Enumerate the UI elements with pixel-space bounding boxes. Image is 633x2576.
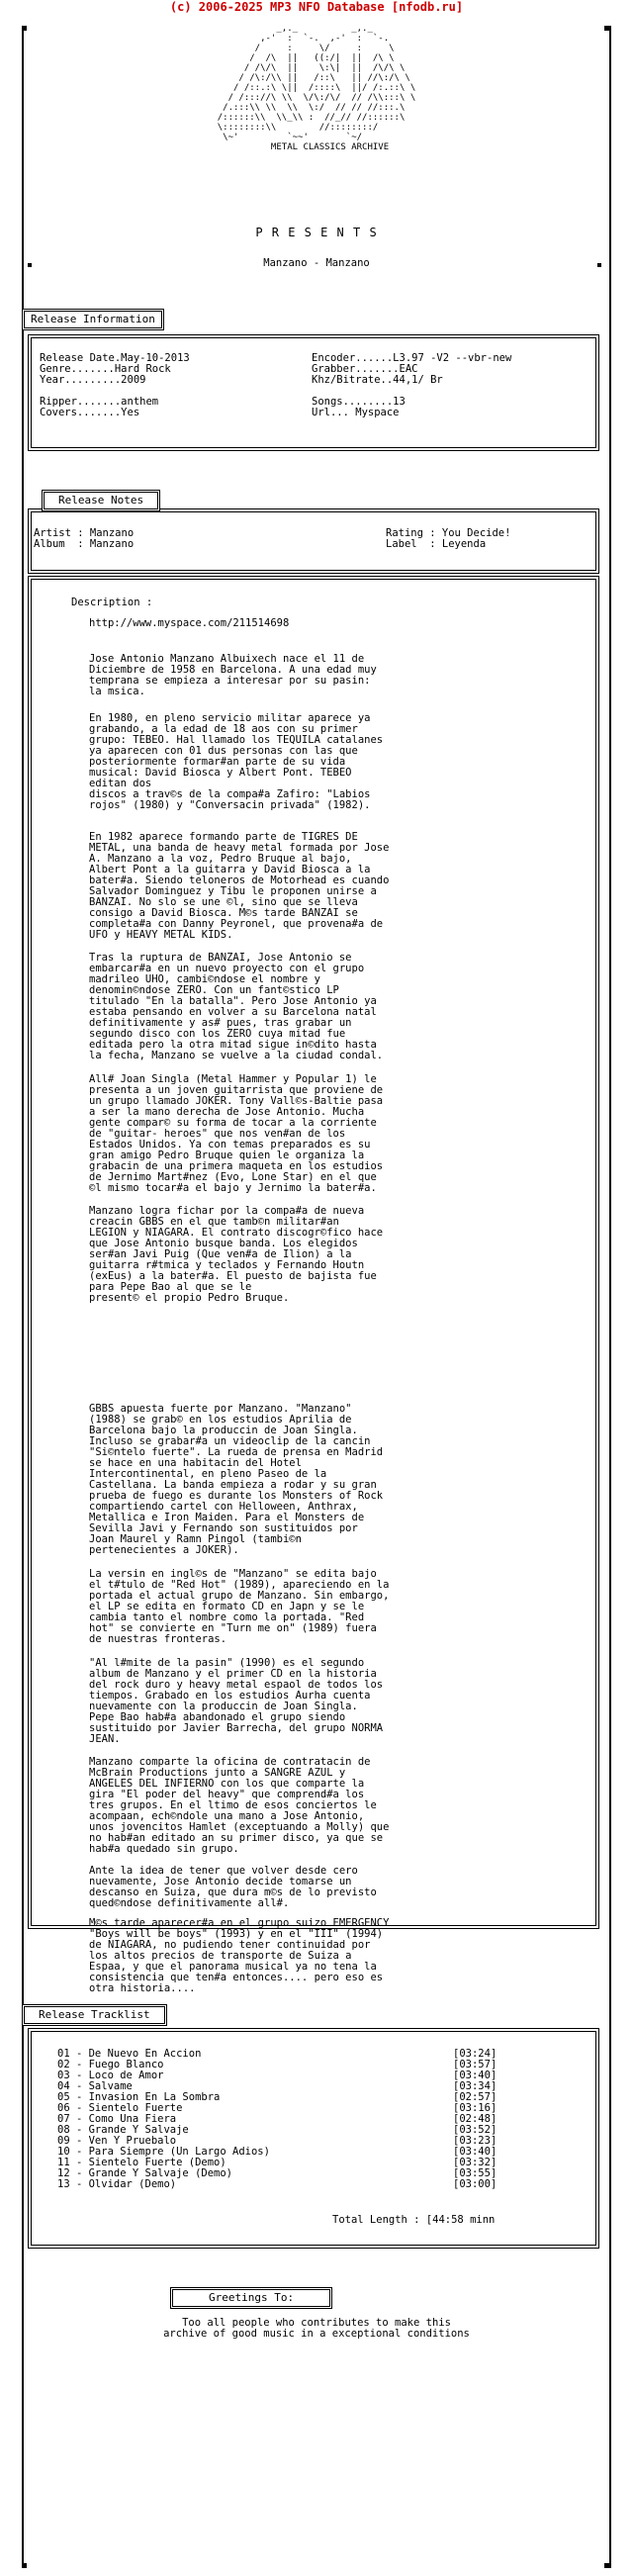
- para-11: Ante la idea de tener que volver desde cero nuevamente, Jose Antonio decide tomarse un descanso en Suiza, que dura m©s de lo previsto qued©ndose definitivamente all#.: [89, 1865, 377, 1909]
- track-title: 06 - Sientelo Fuerte: [57, 2102, 183, 2114]
- para-1: Jose Antonio Manzano Albuixech nace el 11 de Diciembre de 1958 en Barcelona. A una edad muy temprana se empieza a interesar por su pasin: la msica.: [89, 653, 377, 697]
- track-time: [03:55]: [453, 2167, 497, 2179]
- track-time: [03:32]: [453, 2157, 497, 2168]
- artist: Artist : Manzano: [34, 527, 135, 539]
- para-2: En 1980, en pleno servicio militar aparece ya grabando, a la edad de 18 aos con su primer grupo: TEBEO. Hal llamado los TEQUILA catalanes ya aparecen con 01 dus personas con las que posteriormente formar#an parte de su vida musical: David Biosca y Albert Pont. TEBEO editan dos discos a trav©s de la compa#a Zafiro: "Labios rojos" (1980) y "Conversacin privada" (1982).: [89, 712, 384, 811]
- ascii-logo: [0, 24, 633, 153]
- track-title: 09 - Ven Y Pruebalo: [57, 2135, 177, 2147]
- track-title: 12 - Grande Y Salvaje (Demo): [57, 2167, 233, 2179]
- genre: Genre.......Hard Rock: [40, 363, 171, 375]
- para-5: All# Joan Singla (Metal Hammer y Popular 1) le presenta a un joven guitarrista que proviene de un grupo llamado JOKER. Tony Vall©s-Baltie pasa a ser la mano derecha de Jose Antonio. Mucha gente compar© su forma de tocar a la corriente de "guitar- heroes" que nos ven#an de los Estados Unidos. Ya con temas preparados es su gran amigo Pedro Bruque quien le organiza la grabacin de una primera maqueta en los estudios de Jernimo Mart#nez (Evo, Lone Star) en el que ©l mismo tocar#a el bajo y Jernimo la bater#a.: [89, 1073, 384, 1194]
- track-time: [03:52]: [453, 2124, 497, 2136]
- description-url: http://www.myspace.com/211514698: [89, 617, 290, 629]
- tracklist-tab: Release Tracklist: [22, 2004, 167, 2026]
- release-notes-tab: Release Notes: [42, 490, 160, 511]
- greetings-tab: Greetings To:: [170, 2287, 332, 2309]
- encoder: Encoder......L3.97 -V2 --vbr-new: [312, 352, 512, 364]
- presents-text: P R E S E N T S: [255, 226, 378, 239]
- track-title: 07 - Como Una Fiera: [57, 2113, 177, 2125]
- year: Year.........2009: [40, 374, 146, 386]
- label: Label : Leyenda: [386, 538, 487, 550]
- para-10: Manzano comparte la oficina de contratacin de McBrain Productions junto a SANGRE AZUL y ANGELES DEL INFIERNO con los que comparte la gira "El poder del heavy" que comprend#a los tres grupos. En el ltimo de esos conciertos le acompaan, ech©ndole una mano a Jose Antonio, unos jovencitos Hamlet (exceptuando a Molly) que no hab#an editado an su primer disco, ya que se hab#a quedado sin grupo.: [89, 1756, 390, 1855]
- album: Album : Manzano: [34, 538, 135, 550]
- track-time: [03:23]: [453, 2135, 497, 2147]
- release-title: Manzano - Manzano: [263, 257, 370, 269]
- rating: Rating : You Decide!: [386, 527, 511, 539]
- grabber: Grabber.......EAC: [312, 363, 418, 375]
- khz-bitrate: Khz/Bitrate..44,1/ Br: [312, 374, 443, 386]
- track-time: [03:40]: [453, 2146, 497, 2158]
- track-title: 10 - Para Siempre (Un Largo Adios): [57, 2146, 270, 2158]
- copyright-banner: (c) 2006-2025 MP3 NFO Database [nfodb.ru]: [169, 0, 464, 14]
- total-length: Total Length : [44:58 minn: [332, 2214, 496, 2226]
- logo-art: _,._ _,._ ,-' : `-. ,-' : `-. / : \/ : \ / /\ || ((:/| || /\ \ / /\/\ || \:\| || /\/\ \ / /\:/\\ || /::\ || //\:/\ \ / /::.:\ \|| /::::\ ||/ /:.::\ \ / /::://\ \\ \/\:/\/ // /\\:::\ \ /.:::\\ \\ \\ \:/ // // //:::.\ /::::::\\ \\_\\ : //_// //::::::\ \::::::::\\ //::::::::/ \~' `~~' `~/ METAL CLASSICS ARCHIVE: [217, 24, 416, 152]
- para-7: GBBS apuesta fuerte por Manzano. "Manzano" (1988) se grab© en los estudios Aprilia de Barcelona bajo la produccin de Joan Singla. Incluso se grabar#a un videoclip de la cancin "Si©ntelo fuerte". La rueda de prensa en Madrid se hace en una habitacin del Hotel Intercontinental, en pleno Paseo de la Castellana. La banda empieza a rodar y su gran prueba de fuego es durante los Monsters of Rock compartiendo cartel con Helloween, Anthrax, Metallica e Iron Maiden. Para el Monsters de Sevilla Javi y Fernando son sustituidos por Joan Maurel y Ramn Pingol (tambi©n pertenecientes a JOKER).: [89, 1403, 384, 1556]
- track-time: [03:00]: [453, 2178, 497, 2190]
- para-6: Manzano logra fichar por la compa#a de nueva creacin GBBS en el que tamb©n militar#an LEGION y NIAGARA. El contrato discogr©fico hace que Jose Antonio busque banda. Los elegidos ser#an Javi Puig (Que ven#a de Ilion) a la guitarra r#tmica y teclados y Fernando Houtn (exEus) a la bater#a. El puesto de bajista fue para Pepe Bao al que se le present© el propio Pedro Bruque.: [89, 1205, 384, 1304]
- release-date: Release Date.May-10-2013: [40, 352, 190, 364]
- para-12: M©s tarde aparecer#a en el grupo suizo EMERGENCY "Boys will be boys" (1993) y en el "III" (1994) de NIAGARA, no pudiendo tener continuidad por los altos precios de transporte de Suiza a Espaa, y que el panorama musical ya no tena la consistencia que ten#a entonces.... pero eso es otra historia....: [89, 1917, 390, 1994]
- track-title: 08 - Grande Y Salvaje: [57, 2124, 189, 2136]
- para-3: En 1982 aparece formando parte de TIGRES DE METAL, una banda de heavy metal formada por Jose A. Manzano a la voz, Pedro Bruque al bajo, Albert Pont a la guitarra y David Biosca a la bater#a. Siendo teloneros de Motorhead es cuando Salvador Dominguez y Tibu le proponen unirse a BANZAI. No slo se une ©l, sino que se lleva consigo a David Biosca. M©s tarde BANZAI se completa#a con Danny Peyronel, que provena#a de UFO y HEAVY METAL KIDS.: [89, 831, 390, 941]
- para-4: Tras la ruptura de BANZAI, Jose Antonio se embarcar#a en un nuevo proyecto con el grupo madrileo UHO, cambi©ndose el nombre y denomin©ndose ZERO. Con un fant©stico LP titulado "En la batalla". Pero Jose Antonio ya estaba pensando en volver a su Barcelona natal definitivamente y as# pues, tras grabar un segundo disco con los ZERO cuya mitad fue editada pero la otra mitad sigue in©dito hasta la fecha, Manzano se vuelve a la ciudad condal.: [89, 952, 384, 1061]
- track-time: [02:48]: [453, 2113, 497, 2125]
- tracklist: [57, 2049, 532, 2190]
- track-time: [03:34]: [453, 2080, 497, 2092]
- para-9: "Al l#mite de la pasin" (1990) es el segundo album de Manzano y el primer CD en la historia del rock duro y heavy metal espaol de todos los tiempos. Grabado en los estudios Aurha cuenta nuevamente con la produccin de Joan Singla. Pepe Bao hab#a abandonado el grupo siendo sustituido por Javier Barrecha, del grupo NORMA JEAN.: [89, 1657, 384, 1745]
- track-title: 02 - Fuego Blanco: [57, 2059, 164, 2070]
- ripper: Ripper.......anthem: [40, 396, 159, 408]
- para-8: La versin en ingl©s de "Manzano" se edita bajo el t#tulo de "Red Hot" (1989), apareciendo en la portada el actual grupo de Manzano. Sin embargo, el LP se edita en formato CD en Japn y se le cambia tanto el nombre como la portada. "Red hot" se convierte en "Turn me on" (1989) fuera de nuestras fronteras.: [89, 1568, 390, 1645]
- greetings-line-1: Too all people who contributes to make this: [182, 2317, 451, 2329]
- nfo-document: [0, 14, 633, 2576]
- release-info-tab: Release Information: [22, 309, 164, 330]
- track-title: 13 - Olvidar (Demo): [57, 2178, 177, 2190]
- track-time: [03:40]: [453, 2070, 497, 2081]
- songs: Songs........13: [312, 396, 406, 408]
- track-title: 11 - Sientelo Fuerte (Demo): [57, 2157, 226, 2168]
- track-time: [03:24]: [453, 2048, 497, 2060]
- greetings-line-2: archive of good music in a exceptional conditions: [163, 2328, 470, 2340]
- url: Url... Myspace: [312, 407, 400, 418]
- covers: Covers.......Yes: [40, 407, 140, 418]
- track-title: 04 - Salvame: [57, 2080, 133, 2092]
- description-label: Description :: [71, 597, 153, 608]
- track-time: [02:57]: [453, 2091, 497, 2103]
- track-title: 03 - Loco de Amor: [57, 2070, 164, 2081]
- track-title: 05 - Invasion En La Sombra: [57, 2091, 221, 2103]
- corner-bottom-left: [22, 2563, 27, 2568]
- track-row: [57, 2179, 532, 2190]
- corner-bottom-right: [604, 2563, 609, 2568]
- track-time: [03:57]: [453, 2059, 497, 2070]
- track-title: 01 - De Nuevo En Accion: [57, 2048, 202, 2060]
- track-time: [03:16]: [453, 2102, 497, 2114]
